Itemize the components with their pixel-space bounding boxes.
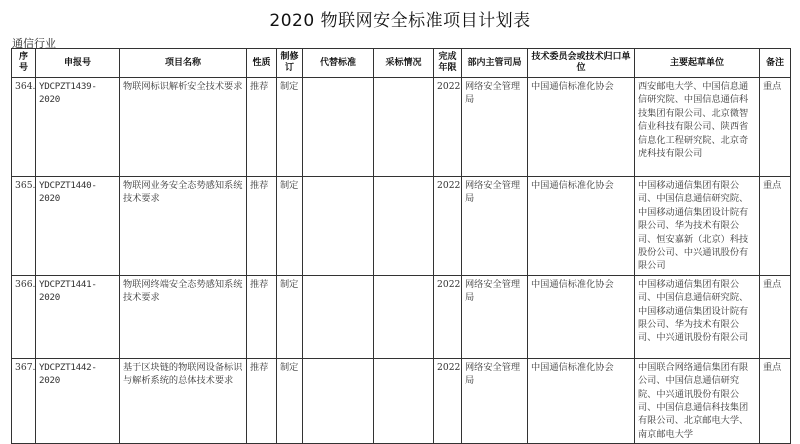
row-code: YDCPZT1439-2020 — [36, 78, 120, 177]
row-committee: 中国通信标准化协会 — [528, 78, 635, 177]
row-committee: 中国通信标准化协会 — [528, 275, 635, 358]
row-code: YDCPZT1442-2020 — [36, 358, 120, 443]
row-seq: 366. — [12, 275, 36, 358]
row-seq: 367. — [12, 358, 36, 443]
header-code: 申报号 — [36, 49, 120, 78]
row-replace — [303, 177, 374, 276]
row-seq: 365. — [12, 177, 36, 276]
row-dept: 网络安全管理局 — [462, 78, 528, 177]
row-name: 基于区块链的物联网设备标识与解析系统的总体技术要求 — [120, 358, 247, 443]
row-replace — [303, 78, 374, 177]
row-note: 重点 — [760, 78, 791, 177]
row-revision: 制定 — [277, 177, 303, 276]
row-year: 2022 — [434, 177, 462, 276]
row-nature: 推荐 — [247, 78, 277, 177]
row-year: 2022 — [434, 275, 462, 358]
standards-plan-table — [11, 48, 791, 444]
row-name: 物联网标识解析安全技术要求 — [120, 78, 247, 177]
row-note: 重点 — [760, 358, 791, 443]
row-revision: 制定 — [277, 358, 303, 443]
row-replace — [303, 358, 374, 443]
header-seq: 序号 — [12, 49, 36, 78]
row-nature: 推荐 — [247, 358, 277, 443]
row-units: 西安邮电大学、中国信息通信研究院、中国信息通信科技集团有限公司、北京微智信业科技有限公司、陕西省信息化工程研究院、北京奇虎科技有限公司 — [635, 78, 760, 177]
table-row — [12, 177, 791, 276]
table-row — [12, 358, 791, 443]
row-year: 2022 — [434, 78, 462, 177]
header-replace: 代替标准 — [303, 49, 374, 78]
header-name: 项目名称 — [120, 49, 247, 78]
row-code: YDCPZT1440-2020 — [36, 177, 120, 276]
header-adopt: 采标情况 — [374, 49, 434, 78]
row-note: 重点 — [760, 275, 791, 358]
row-dept: 网络安全管理局 — [462, 177, 528, 276]
row-note: 重点 — [760, 177, 791, 276]
row-adopt — [374, 275, 434, 358]
header-units: 主要起草单位 — [635, 49, 760, 78]
row-adopt — [374, 78, 434, 177]
row-name: 物联网业务安全态势感知系统技术要求 — [120, 177, 247, 276]
header-nature: 性质 — [247, 49, 277, 78]
header-revision: 制修订 — [277, 49, 303, 78]
row-name: 物联网终端安全态势感知系统技术要求 — [120, 275, 247, 358]
row-committee: 中国通信标准化协会 — [528, 358, 635, 443]
row-code: YDCPZT1441-2020 — [36, 275, 120, 358]
row-dept: 网络安全管理局 — [462, 275, 528, 358]
row-seq: 364. — [12, 78, 36, 177]
header-committee: 技术委员会或技术归口单位 — [528, 49, 635, 78]
row-nature: 推荐 — [247, 275, 277, 358]
row-revision: 制定 — [277, 275, 303, 358]
header-year: 完成年限 — [434, 49, 462, 78]
row-revision: 制定 — [277, 78, 303, 177]
row-nature: 推荐 — [247, 177, 277, 276]
header-dept: 部内主管司局 — [462, 49, 528, 78]
page-title: 2020 物联网安全标准项目计划表 — [269, 11, 531, 31]
table-header-row — [12, 49, 791, 78]
row-committee: 中国通信标准化协会 — [528, 177, 635, 276]
row-units: 中国联合网络通信集团有限公司、中国信息通信研究院、中兴通讯股份有限公司、中国信息通信科技集团有限公司、北京邮电大学、南京邮电大学 — [635, 358, 760, 443]
row-units: 中国移动通信集团有限公司、中国信息通信研究院、中国移动通信集团设计院有限公司、华为技术有限公司、中兴通讯股份有限公司 — [635, 275, 760, 358]
row-year: 2022 — [434, 358, 462, 443]
row-units: 中国移动通信集团有限公司、中国信息通信研究院、中国移动通信集团设计院有限公司、华为技术有限公司、恒安嘉新（北京）科技股份公司、中兴通讯股份有限公司 — [635, 177, 760, 276]
section-label: 通信行业 — [12, 37, 56, 50]
row-dept: 网络安全管理局 — [462, 358, 528, 443]
table-row — [12, 275, 791, 358]
row-adopt — [374, 358, 434, 443]
row-replace — [303, 275, 374, 358]
table-row — [12, 78, 791, 177]
header-note: 备注 — [760, 49, 791, 78]
row-adopt — [374, 177, 434, 276]
